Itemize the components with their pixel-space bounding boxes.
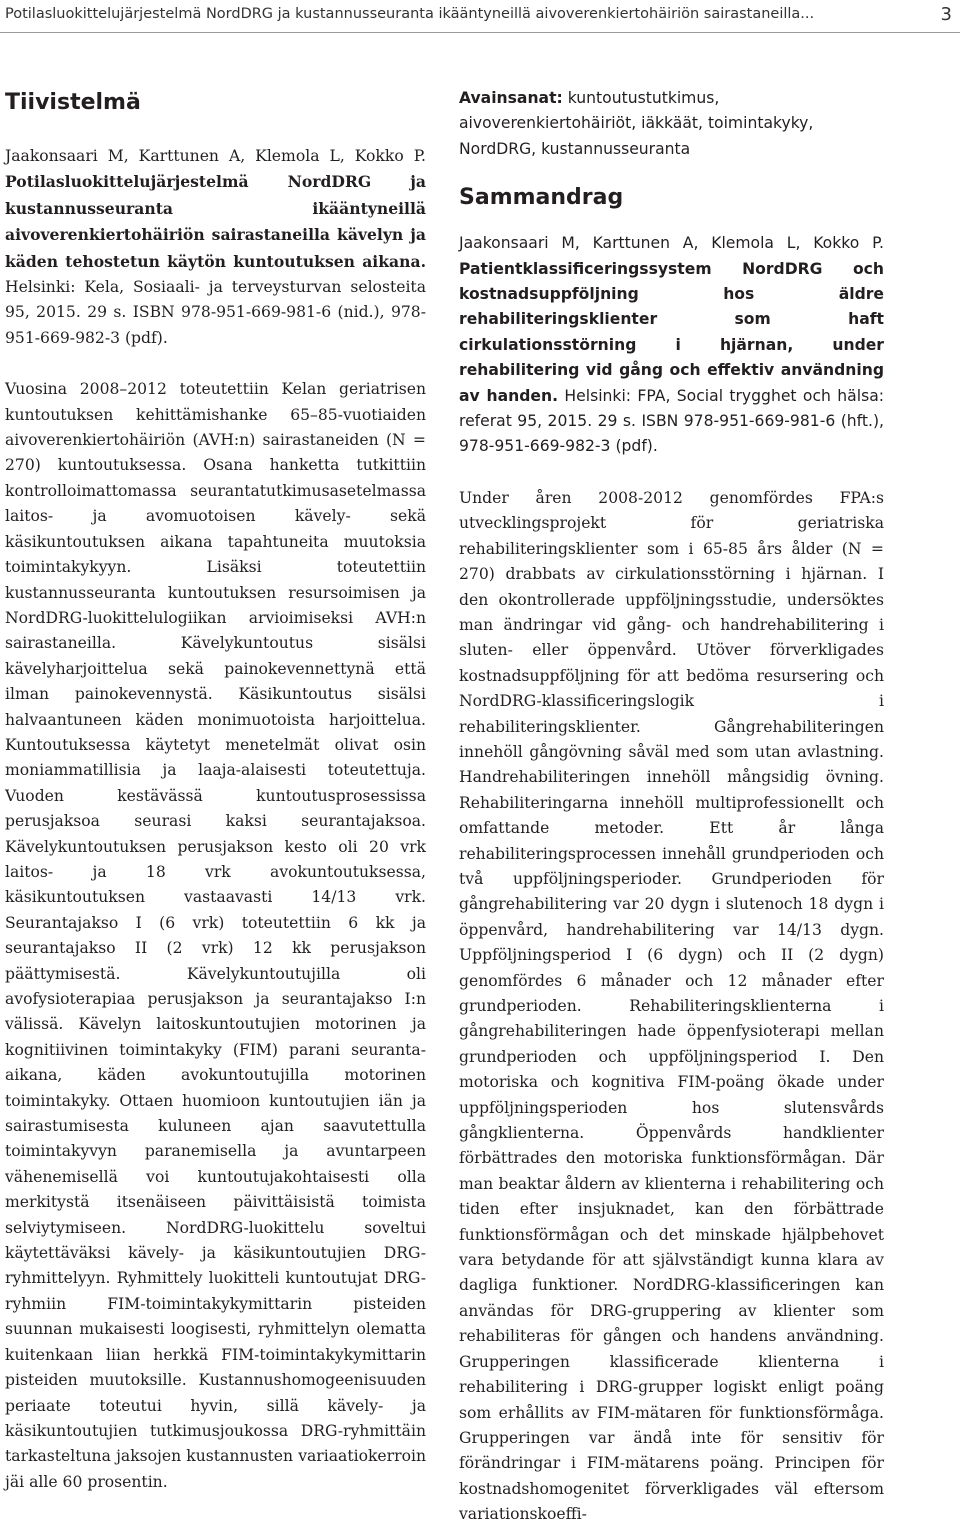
- citation-sv: Helsinki: FPA, Social trygghet och hälsa: referat 95, 2015. 29 s. ISBN 978-951-669-981-6 (hft.), 978-951-669-982-3 (pdf).: [459, 386, 884, 456]
- keywords-text: kuntoutustutkimus, aivoverenkiertohäiriöt, iäkkäät, toimintakyky, NordDRG, kustannusseuranta: [459, 89, 814, 158]
- abstract-heading-fi: Tiivistelmä: [5, 90, 141, 115]
- citation-block-sv: [459, 231, 884, 460]
- authors-sv: Jaakonsaari M, Karttunen A, Klemola L, Kokko P.: [459, 234, 884, 253]
- authors-fi: Jaakonsaari M, Karttunen A, Klemola L, Kokko P.: [5, 147, 426, 165]
- report-title-fi: Potilasluokittelujärjestelmä NordDRG ja kustannusseuranta ikääntyneillä aivoverenkiertohäiriön sairastaneilla kävelyn ja käden tehostetun käytön kuntoutuksen aikana.: [5, 172, 426, 271]
- header-rule: [0, 32, 960, 33]
- running-title: Potilasluokittelujärjestelmä NordDRG ja kustannusseuranta ikääntyneillä aivoverenkiertohäiriön sairastaneilla...: [5, 6, 815, 22]
- page-number: 3: [940, 4, 952, 25]
- keywords-label: Avainsanat:: [459, 89, 563, 107]
- citation-block-fi: [5, 144, 426, 351]
- report-title-sv: Patientklassificeringssystem NordDRG och kostnadsuppföljning hos äldre rehabiliteringsklienter som haft cirkulationsstörning i hjärnan, under rehabilitering vid gång och effektiv användning av handen.: [459, 259, 884, 405]
- abstract-heading-sv: Sammandrag: [459, 185, 624, 211]
- abstract-body-sv: Under åren 2008-2012 genomfördes FPA:s utvecklingsprojekt för geriatriska rehabiliteringsklienter som i 65-85 års ålder (N = 270) drabbats av cirkulationsstörning i hjärnan. I den okontrollerade uppföljningsstudie, undersöktes man ändringar vid gång- och handrehabilitering i sluten- eller öppenvård. Utöver förverkligades kostnadsuppföljning för att bedöma resursering och NordDRG-klassificeringslogik i rehabiliteringsklienter. Gångrehabiliteringen innehöll gångövning såväl med som utan avlastning. Handrehabiliteringen innehöll mångsidig övning. Rehabiliteringarna innehöll multiprofessionellt och omfattande metoder. Ett år långa rehabiliteringsprocessen innehåll grundperioden och två uppföljningsperioder. Grundperioden för gångrehabilitering var 20 dygn i slutenoch 18 dygn i öppenvård, handrehabilitering var 14/13 dygn. Uppföljningsperiod I (6 dygn) och II (2 dygn) genomfördes 6 månader och 12 månader efter grundperioden. Rehabiliteringsklienterna i gångrehabiliteringen hade öppenfysioterapi mellan grundperioden och uppföljningsperiod I. Den motoriska och kognitiva FIM-poäng ökade under uppföljningsperioden hos slutensvårds gångklienterna. Öppenvårds handklienter förbättrades den motoriska funktionsförmågan. Där man beaktar åldern av klienterna i rehabilitering och tiden efter insjuknadet, kan den förbättrade funktionsförmågan och det minskade hjälpbehovet vara betydande för att självständigt kunna klara av dagliga funktioner. NordDRG-klassificeringen kan användas för DRG-gruppering av klienter som rehabiliteras för gången och handens användning. Grupperingen klassificerade klienterna i rehabilitering i DRG-grupper logiskt enligt poäng som erhållits av FIM-mätaren för funktionsförmåga. Grupperingen var ändå inte för sensitiv för förändringar i FIM-mätarens poäng. Principen för kostnadshomogenitet förverkligades väl eftersom variationskoeffi-: [459, 488, 884, 1524]
- swedish-abstract-column: [459, 86, 884, 1528]
- keywords-fi: [459, 86, 884, 162]
- citation-fi: Helsinki: Kela, Sosiaali- ja terveysturvan selosteita 95, 2015. 29 s. ISBN 978-951-669-981-6 (nid.), 978-951-669-982-3 (pdf).: [5, 278, 426, 347]
- abstract-body-fi: Vuosina 2008–2012 toteutettiin Kelan geriatrisen kuntoutuksen kehittämishanke 65–85-vuotiaiden aivoverenkiertohäiriön (AVH:n) sairastaneiden (N = 270) kuntoutuksessa. Osana hanketta tutkittiin kontrolloimattomassa seurantatutkimusasetelmassa laitos- ja avomuotoisen kävely- sekä käsikuntoutuksen aikana tapahtuneita muutoksia toimintakykyyn. Lisäksi toteutettiin kustannusseuranta kuntoutuksen resursoimisen ja NordDRG-luokittelulogiikan arvioimiseksi AVH:n sairastaneilla. Kävelykuntoutus sisälsi kävelyharjoittelua sekä painokevennettynä että ilman painokevennystä. Käsikuntoutus sisälsi halvaantuneen käden monimuotoista harjoittelua. Kuntoutuksessa käytetyt menetelmät olivat osin moniammatillisia ja laaja-alaisesti toteutettuja. Vuoden kestävässä kuntoutusprosessissa perusjaksoa seurasi kaksi seurantajaksoa. Kävelykuntoutuksen perusjakson kesto oli 20 vrk laitos- ja 18 vrk avokuntoutuksessa, käsikuntoutuksen vastaavasti 14/13 vrk. Seurantajakso I (6 vrk) toteutettiin 6 kk ja seurantajakso II (2 vrk) 12 kk perusjakson päättymisestä. Kävelykuntoutujilla oli avofysioterapiaa perusjakson ja seurantajakso I:n välissä. Kävelyn laitoskuntoutujien motorinen ja kognitiivinen toimintakyky (FIM) parani seuranta-aikana, käden avokuntoutujilla motorinen toimintakyky. Ottaen huomioon kuntoutujien iän ja sairastumisesta kuluneen ajan saavutettulla toimintakyvyn paranemisella ja avuntarpeen vähenemisellä voi kuntoutujakohtaisesti olla merkitystä itsenäiseen päivittäisistä toimista selviytymiseen. NordDRG-luokittelu soveltui käytettäväksi kävely- ja käsikuntoutujien DRG-ryhmittelyyn. Ryhmittely luokitteli kuntoutujat DRG-ryhmiin FIM-toimintakykymittarin pisteiden suunnan mukaisesti loogisesti, ryhmittelyn olematta kuitenkaan liian herkkä FIM-toimintakykymittarin pisteiden muutoksille. Kustannushomogeenisuuden periaate toteutui hyvin, sillä kävely- ja käsikuntoutujien tutkimusjoukossa DRG-ryhmittäin tarkasteltuna jaksojen kustannusten variaatiokerroin jäi alle 60 prosentin.: [5, 380, 426, 1491]
- finnish-abstract-column: [5, 86, 426, 1495]
